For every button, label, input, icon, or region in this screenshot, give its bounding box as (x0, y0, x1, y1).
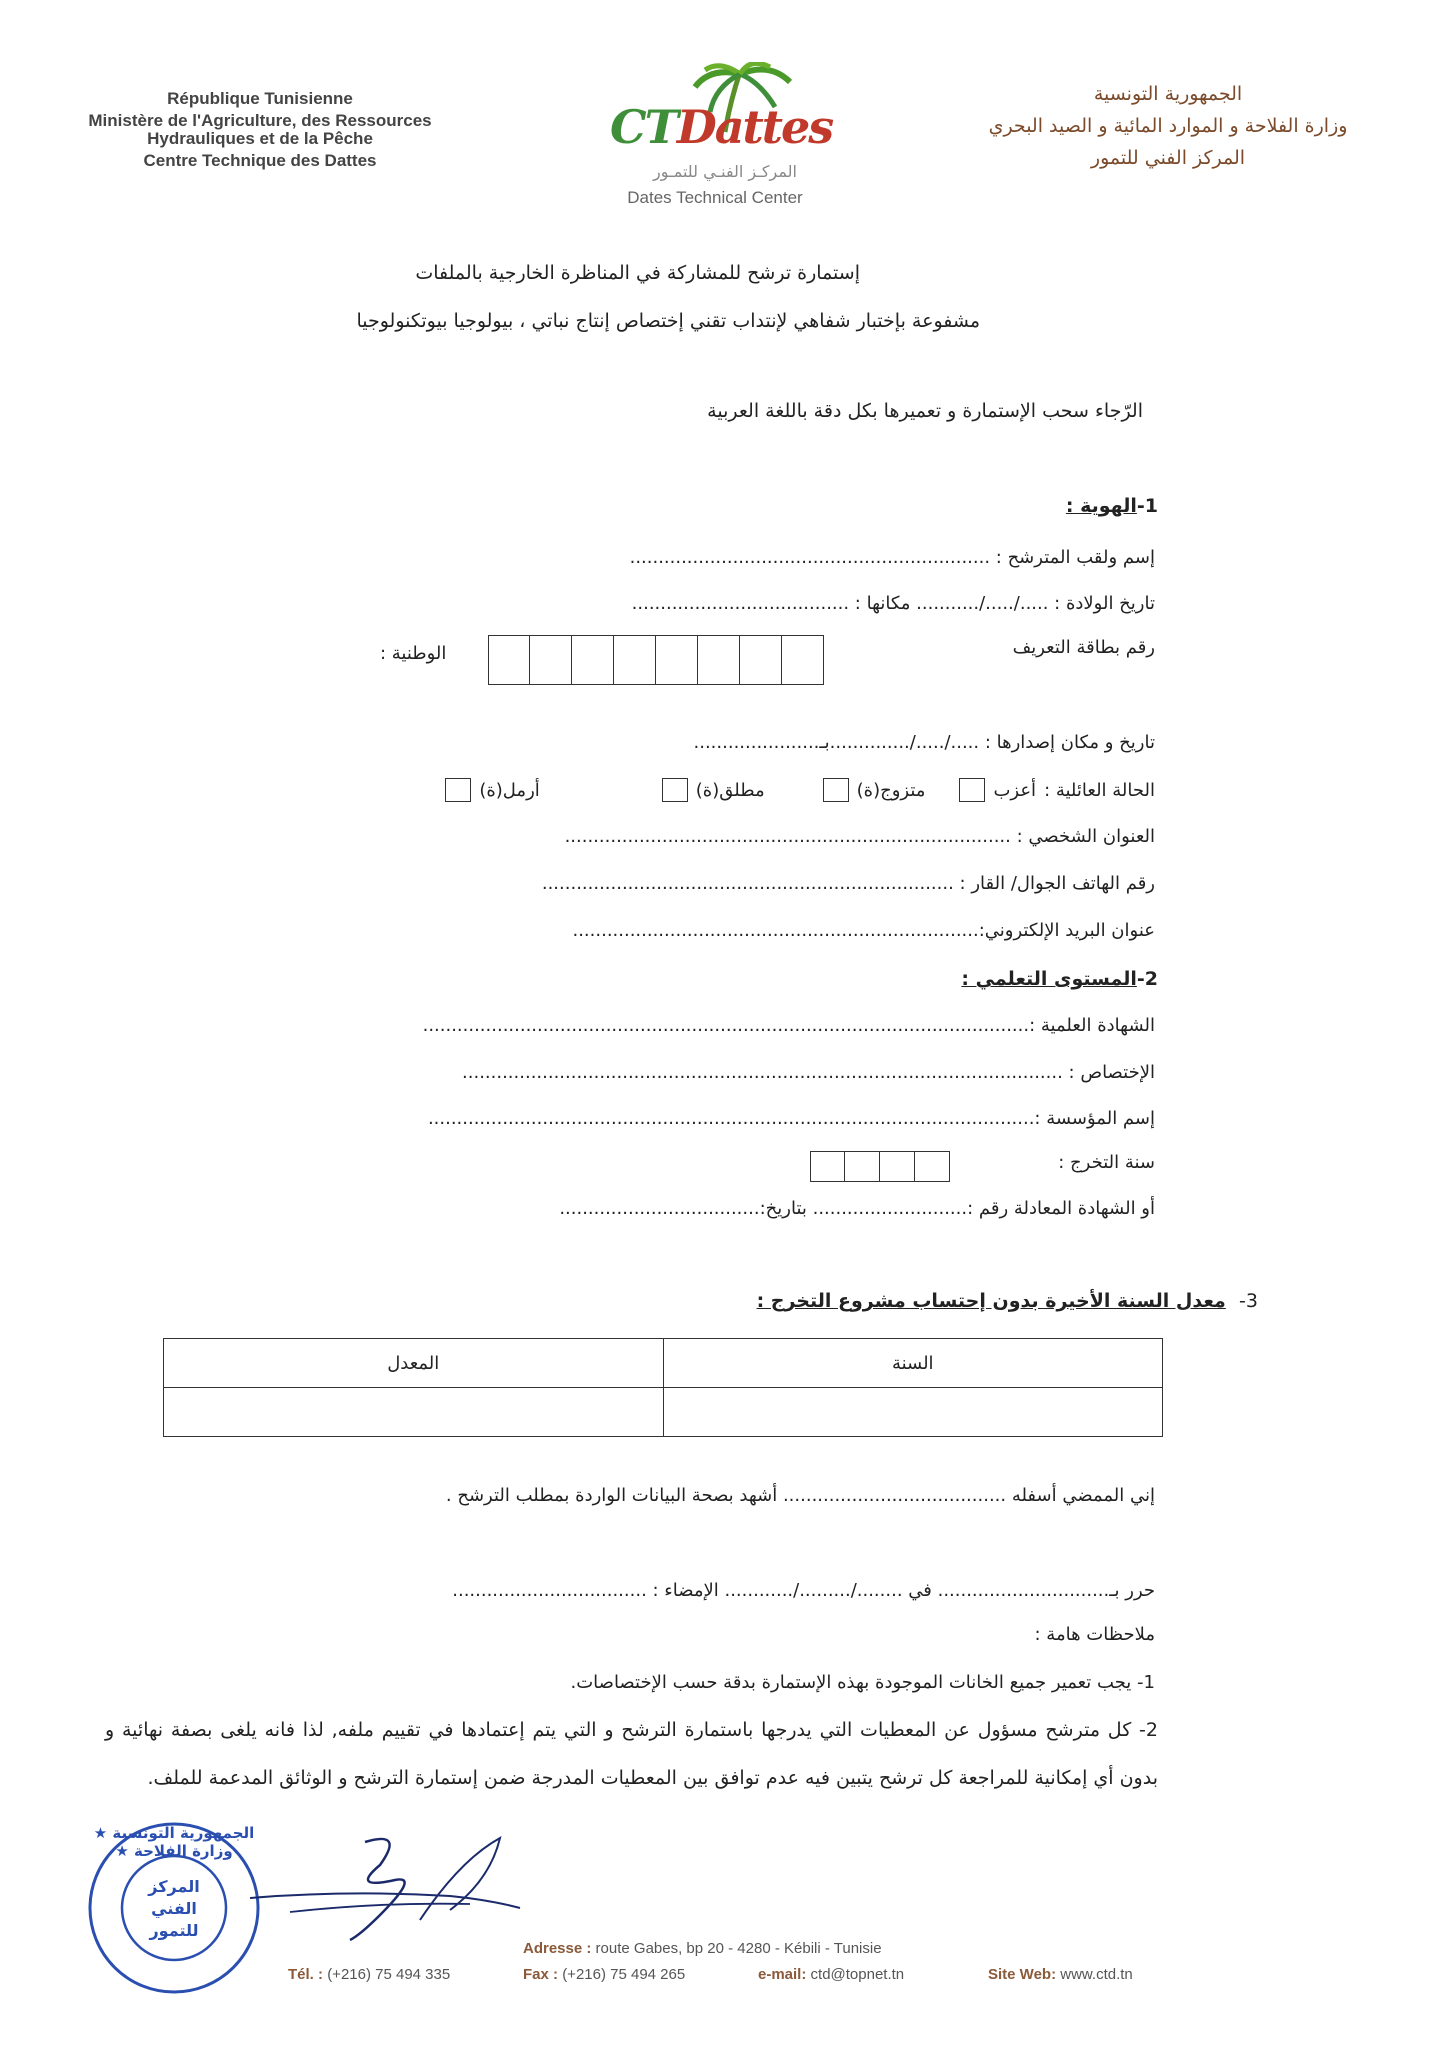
digit-box[interactable] (880, 1151, 915, 1182)
handwritten-signature (230, 1820, 530, 1970)
field-specialty[interactable]: الإختصاص : ......................................................................................................... (462, 1062, 1155, 1083)
web-label: Site Web: (988, 1966, 1057, 1983)
stamp-inner-1: المركز (148, 1877, 200, 1896)
stamp-outer-text: الجمهورية التونسية ★ وزارة الفلاحة ★ (93, 1824, 255, 1860)
digit-box[interactable] (740, 635, 782, 685)
field-address[interactable]: العنوان الشخصي : .............................................................................. (564, 826, 1155, 847)
tel-label: Tél. : (288, 1966, 324, 1983)
notes-heading: ملاحظات هامة : (1034, 1624, 1155, 1645)
stamp-inner-text (124, 1876, 224, 1942)
note-2: 2- كل مترشح مسؤول عن المعطيات التي يدرجها باستمارة الترشح و التي يتم إعتمادها في تقييم ملفه, لذا فانه يلغى بصفة نهائية و بدون أي إمكانية للمراجعة كل ترشح يتبين فيه عدم توافق بين المعطيات المدرجة ضمن إستمارة الترشح و الوثائق المدعمة للملف. (105, 1719, 1158, 1789)
ar-center: المركز الفني للتمور (1090, 147, 1246, 169)
section-average-heading (757, 1290, 1258, 1312)
logo-english: Dates Technical Center (627, 188, 803, 207)
footer-address (523, 1940, 882, 1957)
id-card-label-2: الوطنية : (380, 643, 447, 664)
married-checkbox[interactable] (823, 778, 849, 802)
id-card-input[interactable] (488, 635, 824, 685)
digit-box[interactable] (656, 635, 698, 685)
married-label: متزوج(ة) (856, 779, 926, 801)
digit-box[interactable] (488, 635, 530, 685)
field-issue[interactable]: تاريخ و مكان إصدارها : ...../...../..............بـ...................... (693, 732, 1155, 753)
field-degree[interactable]: الشهادة العلمية :.......................................................................................................... (422, 1015, 1155, 1036)
id-card-label: رقم بطاقة التعريف (1012, 637, 1155, 658)
digit-box[interactable] (782, 635, 824, 685)
col-year-header: السنة (663, 1339, 1163, 1388)
footer-phone (288, 1966, 450, 1983)
field-birth[interactable]: تاريخ الولادة : ...../...../........... مكانها : ...................................... (631, 593, 1155, 614)
digit-box[interactable] (614, 635, 656, 685)
field-phone[interactable]: رقم الهاتف الجوال/ القار : ........................................................................ (541, 873, 1155, 894)
field-email[interactable]: عنوان البريد الإلكتروني:....................................................................... (572, 920, 1155, 941)
header-arabic (968, 78, 1368, 174)
average-cell[interactable] (164, 1388, 664, 1437)
ar-republic: الجمهورية التونسية (1093, 83, 1243, 105)
address-value: route Gabes, bp 20 - 4280 - Kébili - Tunisie (595, 1940, 882, 1957)
table-row (164, 1388, 1163, 1437)
widowed-label: أرمل(ة) (479, 779, 540, 801)
digit-box[interactable] (530, 635, 572, 685)
note-1: 1- يجب تعمير جميع الخانات الموجودة بهذه الإستمارة بدقة حسب الإختصاصات. (570, 1672, 1155, 1693)
section-number: 1- (1136, 495, 1158, 517)
digit-box[interactable] (845, 1151, 880, 1182)
ar-ministry: وزارة الفلاحة و الموارد المائية و الصيد البحري (988, 115, 1348, 137)
section-title: الهوية : (1065, 495, 1137, 517)
signature-line[interactable]: حرر بـ.............................. في ......../........./............ الإمضاء : .................................. (452, 1580, 1155, 1601)
section-identity-heading (1066, 495, 1158, 517)
form-title-1: إستمارة ترشح للمشاركة في المناظرة الخارجية بالملفات (415, 262, 860, 284)
digit-box[interactable] (698, 635, 740, 685)
header-french (60, 88, 460, 172)
digit-box[interactable] (915, 1151, 950, 1182)
declaration-text: إني الممضي أسفله ....................................... أشهد بصحة البيانات الواردة بمطلب الترشح . (445, 1485, 1155, 1506)
col-average-header: المعدل (164, 1339, 664, 1388)
address-label: Adresse : (523, 1940, 592, 1957)
grad-year-label: سنة التخرج : (1058, 1152, 1155, 1173)
table-header-row (164, 1339, 1163, 1388)
footer-email (758, 1966, 904, 1983)
form-title-2: مشفوعة بإختبار شفاهي لإنتداب تقني إختصاص إنتاج نباتي ، بيولوجيا بيوتكنولوجيا (356, 310, 980, 332)
grad-year-input[interactable] (810, 1151, 950, 1182)
section-title: معدل السنة الأخيرة بدون إحتساب مشروع التخرج : (756, 1290, 1226, 1312)
fax-value: (+216) 75 494 265 (562, 1966, 686, 1983)
tel-value: (+216) 75 494 335 (327, 1966, 451, 1983)
divorced-label: مطلق(ة) (695, 779, 765, 801)
marital-label: الحالة العائلية : (1044, 779, 1155, 801)
fax-label: Fax : (523, 1966, 559, 1983)
field-institution[interactable]: إسم المؤسسة :.......................................................................................................... (427, 1108, 1155, 1129)
fr-republic: République Tunisienne (167, 89, 353, 108)
fr-ministry: Ministère de l'Agriculture, des Ressources (88, 111, 432, 130)
logo-arabic: المركـز الفنـي للتمـور (653, 162, 797, 181)
instruction-text: الرّجاء سحب الإستمارة و تعميرها بكل دقة باللغة العربية (707, 400, 1143, 422)
section-title: المستوى التعلمي : (961, 968, 1137, 990)
stamp-inner-3: للتمور (149, 1921, 199, 1940)
email-label: e-mail: (758, 1966, 807, 1983)
average-table (163, 1338, 1163, 1437)
divorced-checkbox[interactable] (662, 778, 688, 802)
fr-ministry-2: Hydrauliques et de la Pêche (147, 129, 373, 148)
field-equivalence[interactable]: أو الشهادة المعادلة رقم :........................... بتاريخ:................................... (559, 1198, 1155, 1219)
email-value[interactable]: ctd@topnet.tn (810, 1966, 905, 1983)
section-number: 3- (1239, 1290, 1258, 1312)
widowed-checkbox[interactable] (445, 778, 471, 802)
single-label: أعزب (993, 779, 1037, 801)
marital-status-row (407, 778, 1155, 802)
single-checkbox[interactable] (959, 778, 985, 802)
digit-box[interactable] (572, 635, 614, 685)
field-name[interactable]: إسم ولقب المترشح : ............................................................... (629, 547, 1155, 568)
logo-wordmark: CTDattes (610, 100, 833, 154)
year-cell[interactable] (663, 1388, 1163, 1437)
fr-center: Centre Technique des Dattes (143, 151, 377, 170)
footer-fax (523, 1966, 685, 1983)
ctd-logo (600, 62, 833, 222)
section-education-heading (961, 968, 1158, 990)
web-value[interactable]: www.ctd.tn (1060, 1966, 1133, 1983)
stamp-inner-2: الفني (151, 1899, 197, 1918)
section-number: 2- (1136, 968, 1158, 990)
footer-website (988, 1966, 1133, 1983)
digit-box[interactable] (810, 1151, 845, 1182)
